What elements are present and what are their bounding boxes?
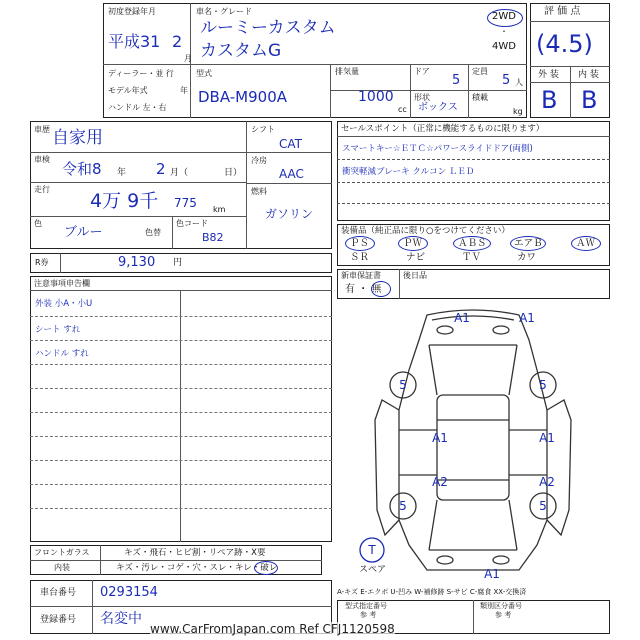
equip-aw: ＡＷ (576, 238, 596, 249)
windshield-label: フロントガラス (34, 548, 90, 557)
model-mark-label: 型式指定番号 (345, 602, 387, 610)
shape-label: 形状 (414, 93, 430, 102)
displacement: 1000 (358, 89, 394, 105)
inspection-label: 車検 (34, 155, 50, 164)
first-reg-month: 2 (172, 32, 183, 51)
equip-airbag: エアＢ (514, 238, 543, 249)
equip-pw-circle (398, 236, 428, 251)
mark-wheel-fl: 5 (399, 378, 407, 392)
color-plain-label: 色替 (145, 228, 161, 237)
mark-door-rr: A2 (539, 475, 555, 489)
shift-label: シフト (251, 125, 275, 134)
mark-front-left: A1 (454, 311, 470, 325)
mileage-sub: 775 (174, 196, 197, 210)
damage-legend: A-キズ E-エクボ U-凹み W-補修跡 S-サビ C-腐食 XX-交換済 (337, 588, 527, 596)
warranty-value: 有 ・ 無 (345, 284, 382, 295)
color-code-label: 色コード (176, 219, 208, 228)
recycle-label: R券 (35, 258, 49, 267)
note-line-1: 外装 小A・小U (35, 299, 93, 309)
mark-door-fr: A1 (539, 431, 555, 445)
model-ref-label: 参 考 (360, 611, 377, 619)
yen-unit: 円 (173, 258, 183, 268)
equip-sr: ＳＲ (350, 252, 370, 263)
chassis-number: 0293154 (100, 585, 158, 600)
sales-points-title: セールスポイント（正常に機能するものに限ります） (341, 124, 545, 134)
warranty-label: 新車保証書 (341, 271, 381, 280)
handle-label: ハンドル 左・右 (108, 103, 167, 112)
car-name: ルーミーカスタム (200, 18, 336, 38)
interior-options: キズ・汚レ・コゲ・穴・スレ・キレ・破レ (116, 563, 278, 573)
ac-label: 冷房 (251, 156, 267, 165)
interior-condition-label: 内装 (54, 563, 70, 572)
notes-title: 注意事項申告欄 (34, 279, 90, 288)
color-label: 色 (34, 219, 42, 228)
mileage: 4万 9千 (90, 190, 159, 212)
sales-point-line2: 衝突軽減ブレーキ クルコン ＬＥＤ (342, 167, 475, 177)
inspection-month-unit: 月（ (170, 168, 189, 178)
car-diagram (337, 300, 610, 585)
sales-point-line1: スマートキー☆ＥＴＣ☆パワースライドドア(両側) (342, 144, 533, 154)
fuel: ガソリン (265, 207, 314, 221)
mileage-label: 走行 (34, 185, 50, 194)
color-code: B82 (202, 231, 224, 244)
equip-pw: ＰＷ (403, 238, 423, 249)
note-line-3: ハンドル すれ (35, 349, 89, 359)
class-ref-label: 参 考 (495, 611, 512, 619)
model-type-label: 型式 (196, 69, 212, 78)
equipment-title: 装備品（純正品に限り○をつけてください） (341, 226, 510, 236)
mark-wheel-rl: 5 (399, 499, 407, 513)
recall-label: 後日品 (403, 271, 427, 280)
shift: CAT (279, 137, 302, 151)
note-line-2: シート すれ (35, 325, 81, 335)
rating-value: (4.5) (536, 30, 593, 58)
equip-leather: カワ (517, 252, 537, 263)
inspection-day-unit: 日） (224, 168, 243, 178)
mark-wheel-fr: 5 (539, 378, 547, 392)
usage-label: 車歴 (34, 125, 50, 134)
windshield-options: キズ・飛石・ヒビ割・リペア跡・X要 (124, 548, 266, 558)
exterior-grade: B (541, 86, 558, 114)
fuel-label: 燃料 (251, 187, 267, 196)
interior-label: 内 装 (578, 70, 599, 80)
drive-2wd: 2WD (492, 11, 516, 22)
inspection-era: 令和8 (62, 160, 102, 178)
kg-unit: kg (513, 107, 523, 116)
mark-door-fl: A1 (432, 431, 448, 445)
first-reg-era: 平成31 (108, 32, 161, 51)
first-reg-label: 初度登録年月 (108, 7, 156, 16)
capacity-label: 定員 (472, 67, 488, 76)
rating-label: 評 価 点 (544, 6, 581, 17)
inspection-month: 2 (156, 160, 166, 178)
equip-abs-circle (453, 236, 491, 251)
capacity-unit: 人 (515, 78, 523, 87)
month-unit: 月 (184, 54, 192, 63)
grade: カスタムG (200, 41, 282, 61)
reg-value: 名変中 (100, 611, 142, 627)
mark-wheel-rr: 5 (539, 499, 547, 513)
mark-front-right: A1 (519, 311, 535, 325)
drive-4wd: 4WD (492, 41, 516, 52)
equip-airbag-circle (510, 236, 546, 251)
displacement-label: 排気量 (335, 67, 359, 76)
recycle-amount: 9,130 (118, 255, 156, 270)
drive-dot: ・ (500, 27, 508, 36)
equip-abs: ＡＢＳ (458, 238, 487, 249)
equip-ps-circle (345, 236, 375, 251)
doors-label: ドア (414, 67, 430, 76)
ac: AAC (279, 167, 304, 181)
usage: 自家用 (52, 128, 103, 148)
capacity: 5 (502, 73, 511, 88)
equip-tv: ＴＶ (462, 252, 482, 263)
spare-mark: T (368, 543, 376, 557)
shape: ボックス (418, 102, 458, 113)
chassis-label: 車台番号 (40, 588, 77, 598)
exterior-label: 外 装 (538, 70, 559, 80)
equip-aw-circle (571, 236, 601, 251)
equipment-row2 (340, 253, 608, 265)
model-type: DBA-M900A (198, 88, 288, 106)
dealer-label: ディーラー・並 行 (108, 69, 174, 78)
mark-door-rl: A2 (432, 475, 448, 489)
equip-navi: ナビ (406, 252, 426, 263)
mark-rear: A1 (484, 567, 500, 581)
model-year-label: モデル年式 (108, 86, 148, 95)
spare-label: スペア (359, 565, 387, 575)
watermark: www.CarFromJapan.com Ref CFJ1120598 (150, 622, 395, 636)
equip-ps: ＰＳ (350, 238, 370, 249)
interior-grade: B (581, 86, 598, 114)
interior-sure-circle (254, 561, 278, 575)
model-year-unit: 年 (180, 86, 188, 95)
color: ブルー (64, 225, 103, 240)
reg-label: 登録番号 (40, 615, 77, 625)
class-mark-label: 類別区分番号 (480, 602, 522, 610)
year-unit: 年 (117, 168, 127, 178)
warranty-none-circle (371, 281, 391, 297)
load-label: 積載 (472, 93, 488, 102)
car-name-label: 車名・グレード (196, 7, 252, 16)
cc-unit: cc (398, 105, 407, 114)
doors: 5 (452, 73, 461, 88)
km-unit: km (213, 205, 226, 214)
